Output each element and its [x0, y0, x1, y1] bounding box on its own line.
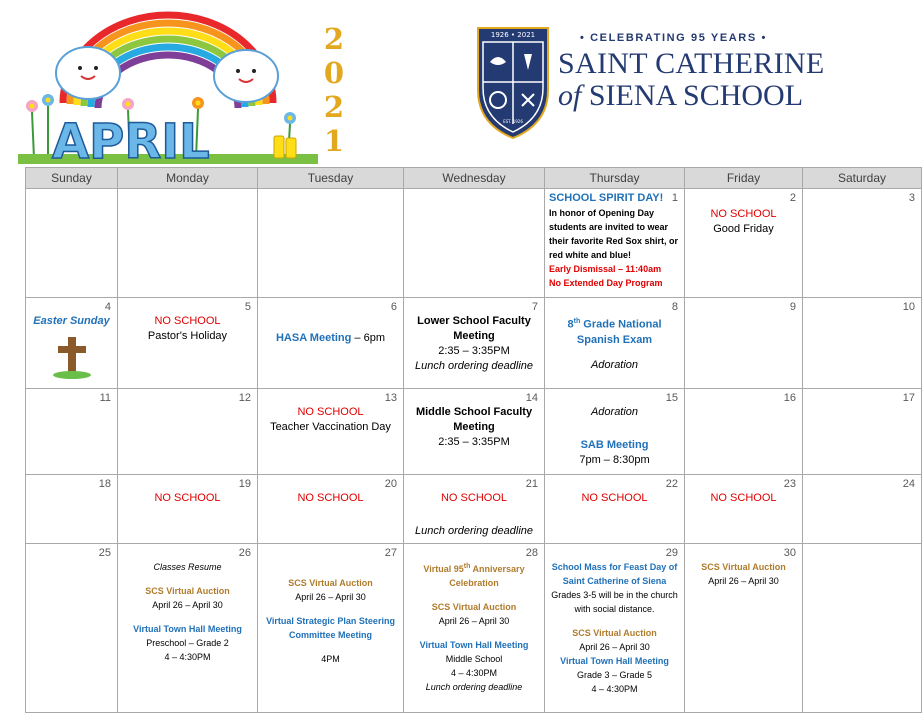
easter-sunday-label: Easter Sunday — [33, 315, 110, 328]
week-row — [26, 474, 922, 544]
sab-meeting: SAB Meeting — [580, 438, 649, 451]
auction-dates: April 26 – April 30 — [579, 642, 650, 653]
empty-day-cell — [258, 189, 404, 298]
no-school-label: NO SCHOOL — [297, 491, 364, 504]
town-hall-grades: Grade 3 – Grade 5 — [576, 670, 653, 681]
day-cell-20 — [258, 474, 404, 544]
spanish-exam-grade: 8 — [567, 318, 574, 331]
spirit-day-body: In honor of Opening Day students are invited to wear their favorite Red Sox shirt, or red white and blue! — [549, 208, 679, 260]
weekday-header: Thursday — [545, 168, 685, 189]
ordinal-suffix: th — [573, 318, 581, 326]
school-crest-icon — [474, 24, 552, 140]
day-number: 30 — [783, 547, 796, 560]
day-number: 17 — [902, 391, 915, 404]
auction-dates: April 26 – April 30 — [708, 576, 779, 587]
day-number: 23 — [783, 477, 796, 490]
calendar-header — [0, 0, 923, 166]
day-cell-4 — [26, 298, 118, 389]
anniversary-text-rest: Anniversary Celebration — [449, 564, 525, 589]
weekday-header: Monday — [118, 168, 258, 189]
feast-day-mass: School Mass for Feast Day of Saint Catherine of Siena — [551, 562, 678, 587]
day-number: 14 — [525, 391, 538, 404]
adoration-label: Adoration — [590, 358, 639, 371]
day-number: 8 — [671, 301, 678, 314]
faculty-meeting: Lower School Faculty Meeting — [417, 315, 531, 343]
auction-dates: April 26 – April 30 — [295, 592, 366, 603]
day-cell-9 — [685, 298, 803, 389]
event-time: 2:35 – 3:35PM — [438, 345, 510, 358]
april-art-text: APRIL — [52, 114, 210, 168]
anniversary-text: Virtual 95 — [423, 564, 464, 575]
celebrating-tagline: • CELEBRATING 95 YEARS • — [580, 32, 767, 44]
event-time: 7pm – 8:30pm — [579, 453, 650, 466]
empty-day-cell — [803, 544, 922, 713]
event-time: 2:35 – 3:35PM — [438, 435, 510, 448]
day-number: 6 — [390, 301, 397, 314]
day-number: 10 — [902, 301, 915, 314]
town-hall-grades: Middle School — [445, 654, 503, 665]
day-number: 2 — [789, 192, 796, 204]
day-number: 12 — [238, 391, 251, 404]
day-number: 25 — [98, 547, 111, 560]
cloud-right-icon — [214, 50, 278, 102]
day-cell-25 — [26, 544, 118, 713]
weekday-header: Saturday — [803, 168, 922, 189]
year-digit: 2 — [323, 90, 345, 124]
auction-dates: April 26 – April 30 — [438, 616, 510, 627]
school-name-line1: SAINT CATHERINE — [558, 47, 825, 80]
strategic-plan-meeting: Virtual Strategic Plan Steering Committee Meeting — [266, 616, 395, 641]
day-cell-18 — [26, 474, 118, 544]
day-number: 19 — [238, 477, 251, 490]
year-vertical — [322, 22, 346, 158]
day-number: 4 — [104, 301, 111, 314]
day-number: 5 — [244, 301, 251, 314]
day-cell-29 — [545, 544, 685, 713]
hasa-meeting: HASA Meeting — [275, 332, 352, 345]
event-time: 4 – 4:30PM — [164, 652, 211, 663]
day-cell-26 — [118, 544, 258, 713]
event-note: Teacher Vaccination Day — [270, 420, 391, 433]
day-number: 1 — [671, 192, 678, 204]
day-number: 28 — [525, 547, 538, 560]
day-number: 22 — [665, 477, 678, 490]
classes-resume: Classes Resume — [153, 562, 222, 573]
day-number: 21 — [525, 477, 538, 490]
day-cell-17 — [803, 388, 922, 474]
day-cell-12 — [118, 388, 258, 474]
day-cell-19 — [118, 474, 258, 544]
spanish-exam-text: Grade National Spanish Exam — [576, 318, 662, 346]
event-time: 4PM — [321, 654, 340, 665]
day-cell-16 — [685, 388, 803, 474]
mass-note: Grades 3-5 will be in the church with social distance. — [551, 590, 678, 615]
empty-day-cell — [26, 189, 118, 298]
day-cell-21 — [404, 474, 545, 544]
no-extended-day: No Extended Day Program — [549, 278, 663, 288]
no-school-label: NO SCHOOL — [710, 491, 777, 504]
no-school-label: NO SCHOOL — [710, 208, 777, 220]
day-number: 9 — [789, 301, 796, 314]
weekday-header: Tuesday — [258, 168, 404, 189]
event-note: Good Friday — [713, 223, 774, 235]
day-cell-10 — [803, 298, 922, 389]
event-time: – 6pm — [351, 332, 385, 345]
weekday-header-row — [26, 168, 922, 189]
spanish-exam — [547, 314, 682, 348]
empty-day-cell — [118, 189, 258, 298]
no-school-label: NO SCHOOL — [297, 405, 364, 418]
town-hall-meeting: Virtual Town Hall Meeting — [133, 624, 242, 635]
cloud-left-icon — [56, 47, 120, 99]
day-number: 27 — [384, 547, 397, 560]
day-number: 3 — [908, 192, 915, 204]
day-cell-27 — [258, 544, 404, 713]
day-cell-11 — [26, 388, 118, 474]
adoration-label: Adoration — [590, 405, 639, 418]
virtual-auction: SCS Virtual Auction — [288, 578, 373, 589]
day-cell-28 — [404, 544, 545, 713]
day-number: 7 — [531, 301, 538, 314]
year-digit: 2 — [323, 22, 345, 56]
school-brand — [558, 32, 858, 112]
day-cell-7 — [404, 298, 545, 389]
day-cell-23 — [685, 474, 803, 544]
day-cell-24 — [803, 474, 922, 544]
town-hall-meeting: Virtual Town Hall Meeting — [560, 656, 669, 667]
virtual-auction: SCS Virtual Auction — [431, 602, 517, 613]
year-digit: 1 — [323, 124, 345, 158]
virtual-auction: SCS Virtual Auction — [701, 562, 786, 573]
spirit-day-title: SCHOOL SPIRIT DAY! — [549, 192, 664, 204]
lunch-deadline: Lunch ordering deadline — [414, 524, 534, 537]
day-cell-6 — [258, 298, 404, 389]
day-number: 11 — [99, 391, 111, 404]
auction-dates: April 26 – April 30 — [152, 600, 223, 611]
day-cell-15 — [545, 388, 685, 474]
crest-years-text: 1926 • 2021 — [490, 31, 536, 39]
day-number: 24 — [902, 477, 915, 490]
ordinal-suffix: th — [463, 563, 471, 571]
calendar-grid — [25, 167, 922, 713]
day-cell-22 — [545, 474, 685, 544]
day-cell-14 — [404, 388, 545, 474]
year-digit: 0 — [323, 56, 345, 90]
april-rainbow-art — [18, 8, 318, 168]
day-number: 20 — [384, 477, 397, 490]
lunch-deadline: Lunch ordering deadline — [425, 682, 523, 693]
early-dismissal: Early Dismissal – 11:40am — [549, 264, 662, 274]
town-hall-grades: Preschool – Grade 2 — [146, 638, 229, 649]
virtual-auction: SCS Virtual Auction — [572, 628, 657, 639]
event-time: 4 – 4:30PM — [591, 684, 638, 695]
no-school-label: NO SCHOOL — [581, 491, 648, 504]
no-school-label: NO SCHOOL — [154, 491, 221, 504]
day-cell-5 — [118, 298, 258, 389]
week-row — [26, 544, 922, 713]
day-cell-13 — [258, 388, 404, 474]
day-number: 18 — [98, 477, 111, 490]
week-row — [26, 189, 922, 298]
no-school-label: NO SCHOOL — [154, 315, 221, 328]
school-name-siena: SIENA SCHOOL — [588, 79, 804, 112]
cross-icon — [52, 335, 92, 379]
week-row — [26, 388, 922, 474]
event-note: Pastor's Holiday — [147, 330, 228, 343]
event-time: 4 – 4:30PM — [450, 668, 498, 679]
day-number: 16 — [783, 391, 796, 404]
faculty-meeting: Middle School Faculty Meeting — [415, 405, 533, 433]
crest-est-text: EST. 1926 — [503, 119, 523, 124]
empty-day-cell — [404, 189, 545, 298]
day-cell-1 — [545, 189, 685, 298]
town-hall-meeting: Virtual Town Hall Meeting — [419, 640, 529, 651]
weekday-header: Sunday — [26, 168, 118, 189]
day-cell-8 — [545, 298, 685, 389]
no-school-label: NO SCHOOL — [440, 491, 507, 504]
day-cell-2 — [685, 189, 803, 298]
day-number: 29 — [665, 547, 678, 560]
weekday-header: Friday — [685, 168, 803, 189]
week-row — [26, 298, 922, 389]
weekday-header: Wednesday — [404, 168, 545, 189]
day-number: 15 — [665, 391, 678, 404]
day-cell-3 — [803, 189, 922, 298]
day-number: 26 — [238, 547, 251, 560]
school-name-of: of — [558, 79, 582, 112]
virtual-auction: SCS Virtual Auction — [145, 586, 230, 597]
lunch-deadline: Lunch ordering deadline — [414, 360, 534, 373]
school-name-line2 — [558, 80, 858, 112]
day-number: 13 — [384, 391, 397, 404]
day-cell-30 — [685, 544, 803, 713]
anniversary-celebration — [406, 560, 542, 590]
